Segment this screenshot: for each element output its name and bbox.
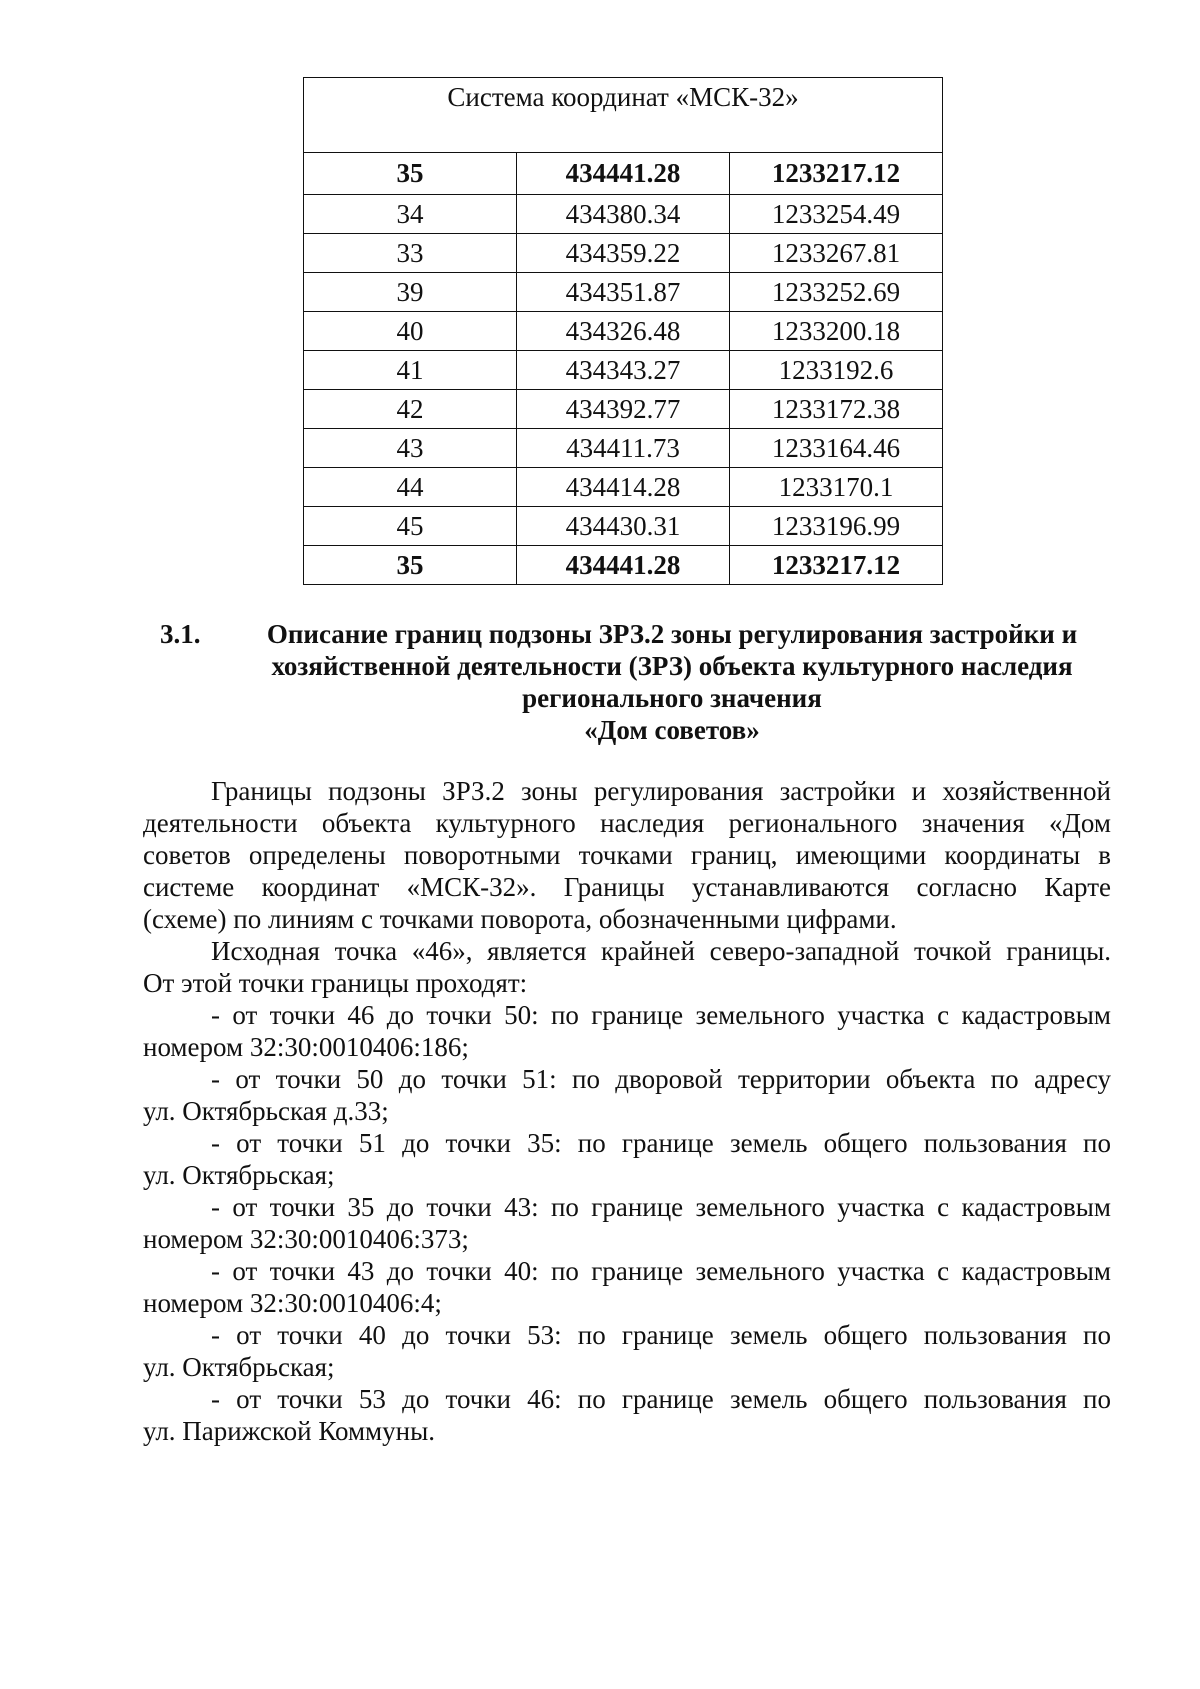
body-line: От этой точки границы проходят: <box>143 968 528 998</box>
table-row <box>304 546 943 585</box>
table-row <box>304 390 943 429</box>
body-line: ул. Октябрьская д.33; <box>143 1096 389 1126</box>
body-line: ул. Парижской Коммуны. <box>143 1416 435 1446</box>
section-title <box>242 618 1102 746</box>
x-coordinate-cell: 434414.28 <box>517 468 730 507</box>
table-row <box>304 507 943 546</box>
body-line: - от точки 35 до точки 43: по границе земельного участка с кадастровым <box>211 1192 1111 1222</box>
table-header-cell: Система координат «МСК-32» <box>304 78 943 153</box>
table-row <box>304 234 943 273</box>
section-title-line: хозяйственной деятельности (ЗРЗ) объекта культурного наследия <box>271 651 1073 681</box>
y-coordinate-cell: 1233164.46 <box>730 429 943 468</box>
point-cell: 39 <box>304 273 517 312</box>
table-row <box>304 429 943 468</box>
body-line: - от точки 40 до точки 53: по границе земель общего пользования по <box>211 1320 1111 1350</box>
body-line: - от точки 50 до точки 51: по дворовой территории объекта по адресу <box>211 1064 1111 1094</box>
y-coordinate-cell: 1233172.38 <box>730 390 943 429</box>
point-cell: 43 <box>304 429 517 468</box>
y-coordinate-cell: 1233217.12 <box>730 153 943 195</box>
x-coordinate-cell: 434411.73 <box>517 429 730 468</box>
body-line: советов определены поворотными точками границ, имеющими координаты в <box>143 840 1111 870</box>
body-line: Исходная точка «46», является крайней северо-западной точкой границы. <box>211 936 1111 966</box>
y-coordinate-cell: 1233252.69 <box>730 273 943 312</box>
y-coordinate-cell: 1233217.12 <box>730 546 943 585</box>
x-coordinate-cell: 434430.31 <box>517 507 730 546</box>
coordinate-table <box>303 77 943 585</box>
body-line: - от точки 53 до точки 46: по границе земель общего пользования по <box>211 1384 1111 1414</box>
x-coordinate-cell: 434392.77 <box>517 390 730 429</box>
x-coordinate-cell: 434441.28 <box>517 153 730 195</box>
body-line: ул. Октябрьская; <box>143 1160 335 1190</box>
body-line: (схеме) по линиям с точками поворота, обозначенными цифрами. <box>143 904 897 934</box>
x-coordinate-cell: 434359.22 <box>517 234 730 273</box>
point-cell: 35 <box>304 546 517 585</box>
point-cell: 41 <box>304 351 517 390</box>
section-title-line: Описание границ подзоны ЗРЗ.2 зоны регулирования застройки и <box>266 619 1078 649</box>
y-coordinate-cell: 1233267.81 <box>730 234 943 273</box>
point-cell: 35 <box>304 153 517 195</box>
body-text <box>143 775 1111 1447</box>
body-line: - от точки 46 до точки 50: по границе земельного участка с кадастровым <box>211 1000 1111 1030</box>
point-cell: 33 <box>304 234 517 273</box>
x-coordinate-cell: 434326.48 <box>517 312 730 351</box>
y-coordinate-cell: 1233192.6 <box>730 351 943 390</box>
table-row <box>304 195 943 234</box>
point-cell: 44 <box>304 468 517 507</box>
x-coordinate-cell: 434441.28 <box>517 546 730 585</box>
point-cell: 34 <box>304 195 517 234</box>
section-title-line: регионального значения <box>522 683 822 713</box>
table-header-row <box>304 78 943 153</box>
table-row <box>304 273 943 312</box>
y-coordinate-cell: 1233170.1 <box>730 468 943 507</box>
table-row <box>304 351 943 390</box>
body-line: - от точки 43 до точки 40: по границе земельного участка с кадастровым <box>211 1256 1111 1286</box>
body-line: ул. Октябрьская; <box>143 1352 335 1382</box>
table-row <box>304 312 943 351</box>
section-number: 3.1. <box>160 619 201 649</box>
y-coordinate-cell: 1233254.49 <box>730 195 943 234</box>
body-line: номером 32:30:0010406:4; <box>143 1288 442 1318</box>
body-line: Границы подзоны ЗРЗ.2 зоны регулирования застройки и хозяйственной <box>211 776 1111 806</box>
body-line: номером 32:30:0010406:373; <box>143 1224 469 1254</box>
point-cell: 40 <box>304 312 517 351</box>
point-cell: 45 <box>304 507 517 546</box>
body-line: системе координат «МСК-32». Границы устанавливаются согласно Карте <box>143 872 1111 902</box>
body-line: деятельности объекта культурного наследия регионального значения «Дом <box>143 808 1111 838</box>
x-coordinate-cell: 434351.87 <box>517 273 730 312</box>
body-line: номером 32:30:0010406:186; <box>143 1032 469 1062</box>
x-coordinate-cell: 434343.27 <box>517 351 730 390</box>
table-row <box>304 468 943 507</box>
section-title-line: «Дом советов» <box>584 715 760 745</box>
point-cell: 42 <box>304 390 517 429</box>
body-line: - от точки 51 до точки 35: по границе земель общего пользования по <box>211 1128 1111 1158</box>
y-coordinate-cell: 1233200.18 <box>730 312 943 351</box>
table-row <box>304 153 943 195</box>
coordinate-table-body <box>304 78 943 585</box>
x-coordinate-cell: 434380.34 <box>517 195 730 234</box>
y-coordinate-cell: 1233196.99 <box>730 507 943 546</box>
